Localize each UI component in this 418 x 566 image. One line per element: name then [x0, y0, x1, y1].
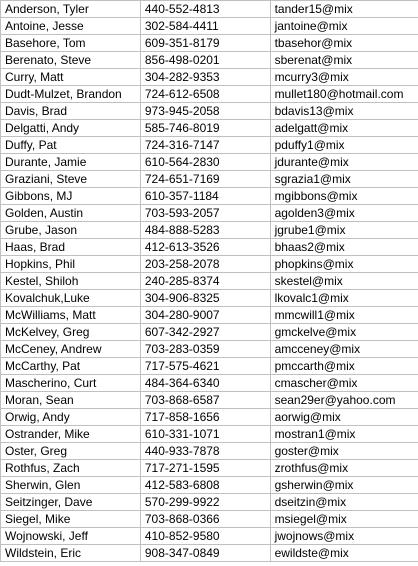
- name-cell[interactable]: Wildstein, Eric: [1, 545, 141, 562]
- phone-cell[interactable]: 410-852-9580: [140, 528, 270, 545]
- name-cell[interactable]: Ostrander, Mike: [1, 426, 141, 443]
- name-cell[interactable]: Hopkins, Phil: [1, 256, 141, 273]
- phone-cell[interactable]: 610-564-2830: [140, 154, 270, 171]
- phone-cell[interactable]: 610-357-1184: [140, 188, 270, 205]
- email-cell[interactable]: gmckelve@mix: [270, 324, 418, 341]
- email-cell[interactable]: aorwig@mix: [270, 409, 418, 426]
- email-cell[interactable]: sberenat@mix: [270, 52, 418, 69]
- table-row: [1, 1, 418, 18]
- table-row: [1, 52, 418, 69]
- phone-cell[interactable]: 609-351-8179: [140, 35, 270, 52]
- name-cell[interactable]: Durante, Jamie: [1, 154, 141, 171]
- table-row: [1, 528, 418, 545]
- phone-cell[interactable]: 484-888-5283: [140, 222, 270, 239]
- email-cell[interactable]: mostran1@mix: [270, 426, 418, 443]
- phone-cell[interactable]: 703-593-2057: [140, 205, 270, 222]
- email-cell[interactable]: ewildste@mix: [270, 545, 418, 562]
- table-row: [1, 171, 418, 188]
- table-row: [1, 409, 418, 426]
- phone-cell[interactable]: 607-342-2927: [140, 324, 270, 341]
- name-cell[interactable]: Sherwin, Glen: [1, 477, 141, 494]
- email-cell[interactable]: mmcwill1@mix: [270, 307, 418, 324]
- name-cell[interactable]: Gibbons, MJ: [1, 188, 141, 205]
- table-row: [1, 307, 418, 324]
- email-cell[interactable]: zrothfus@mix: [270, 460, 418, 477]
- name-cell[interactable]: Antoine, Jesse: [1, 18, 141, 35]
- table-row: [1, 426, 418, 443]
- email-cell[interactable]: mgibbons@mix: [270, 188, 418, 205]
- table-row: [1, 188, 418, 205]
- name-cell[interactable]: Rothfus, Zach: [1, 460, 141, 477]
- phone-cell[interactable]: 570-299-9922: [140, 494, 270, 511]
- table-row: [1, 392, 418, 409]
- name-cell[interactable]: Grube, Jason: [1, 222, 141, 239]
- phone-cell[interactable]: 724-651-7169: [140, 171, 270, 188]
- email-cell[interactable]: mullet180@hotmail.com: [270, 86, 418, 103]
- phone-cell[interactable]: 724-316-7147: [140, 137, 270, 154]
- name-cell[interactable]: Graziani, Steve: [1, 171, 141, 188]
- table-row: [1, 86, 418, 103]
- email-cell[interactable]: phopkins@mix: [270, 256, 418, 273]
- table-row: [1, 494, 418, 511]
- email-cell[interactable]: msiegel@mix: [270, 511, 418, 528]
- email-cell[interactable]: sgrazia1@mix: [270, 171, 418, 188]
- table-row: [1, 205, 418, 222]
- name-cell[interactable]: McCarthy, Pat: [1, 358, 141, 375]
- table-row: [1, 239, 418, 256]
- email-cell[interactable]: cmascher@mix: [270, 375, 418, 392]
- phone-cell[interactable]: 610-331-1071: [140, 426, 270, 443]
- table-row: [1, 290, 418, 307]
- table-row: [1, 120, 418, 137]
- table-row: [1, 358, 418, 375]
- phone-cell[interactable]: 304-906-8325: [140, 290, 270, 307]
- name-cell[interactable]: Dudt-Mulzet, Brandon: [1, 86, 141, 103]
- email-cell[interactable]: amcceney@mix: [270, 341, 418, 358]
- email-cell[interactable]: jdurante@mix: [270, 154, 418, 171]
- phone-cell[interactable]: 412-613-3526: [140, 239, 270, 256]
- table-row: [1, 460, 418, 477]
- table-row: [1, 69, 418, 86]
- name-cell[interactable]: Basehore, Tom: [1, 35, 141, 52]
- name-cell[interactable]: Siegel, Mike: [1, 511, 141, 528]
- table-row: [1, 137, 418, 154]
- email-cell[interactable]: jantoine@mix: [270, 18, 418, 35]
- email-cell[interactable]: gsherwin@mix: [270, 477, 418, 494]
- name-cell[interactable]: Kovalchuk,Luke: [1, 290, 141, 307]
- phone-cell[interactable]: 412-583-6808: [140, 477, 270, 494]
- phone-cell[interactable]: 908-347-0849: [140, 545, 270, 562]
- email-cell[interactable]: agolden3@mix: [270, 205, 418, 222]
- table-row: [1, 256, 418, 273]
- email-cell[interactable]: skestel@mix: [270, 273, 418, 290]
- phone-cell[interactable]: 240-285-8374: [140, 273, 270, 290]
- table-row: [1, 375, 418, 392]
- table-row: [1, 103, 418, 120]
- phone-cell[interactable]: 440-933-7878: [140, 443, 270, 460]
- table-row: [1, 273, 418, 290]
- name-cell[interactable]: Davis, Brad: [1, 103, 141, 120]
- table-row: [1, 222, 418, 239]
- phone-cell[interactable]: 304-280-9007: [140, 307, 270, 324]
- phone-cell[interactable]: 703-868-0366: [140, 511, 270, 528]
- table-row: [1, 443, 418, 460]
- email-cell[interactable]: jwojnows@mix: [270, 528, 418, 545]
- email-cell[interactable]: mcurry3@mix: [270, 69, 418, 86]
- email-cell[interactable]: dseitzin@mix: [270, 494, 418, 511]
- name-cell[interactable]: Mascherino, Curt: [1, 375, 141, 392]
- name-cell[interactable]: McKelvey, Greg: [1, 324, 141, 341]
- name-cell[interactable]: Berenato, Steve: [1, 52, 141, 69]
- name-cell[interactable]: Kestel, Shiloh: [1, 273, 141, 290]
- email-cell[interactable]: bdavis13@mix: [270, 103, 418, 120]
- email-cell[interactable]: adelgatt@mix: [270, 120, 418, 137]
- phone-cell[interactable]: 724-612-6508: [140, 86, 270, 103]
- table-row: [1, 545, 418, 562]
- table-row: [1, 511, 418, 528]
- phone-cell[interactable]: 856-498-0201: [140, 52, 270, 69]
- phone-cell[interactable]: 703-283-0359: [140, 341, 270, 358]
- name-cell[interactable]: Orwig, Andy: [1, 409, 141, 426]
- email-cell[interactable]: bhaas2@mix: [270, 239, 418, 256]
- name-cell[interactable]: Haas, Brad: [1, 239, 141, 256]
- phone-cell[interactable]: 585-746-8019: [140, 120, 270, 137]
- contact-table-body: [1, 1, 418, 562]
- name-cell[interactable]: Moran, Sean: [1, 392, 141, 409]
- email-cell[interactable]: lkovalc1@mix: [270, 290, 418, 307]
- email-cell[interactable]: goster@mix: [270, 443, 418, 460]
- name-cell[interactable]: Seitzinger, Dave: [1, 494, 141, 511]
- name-cell[interactable]: Curry, Matt: [1, 69, 141, 86]
- table-row: [1, 324, 418, 341]
- email-cell[interactable]: tander15@mix: [270, 1, 418, 18]
- phone-cell[interactable]: 203-258-2078: [140, 256, 270, 273]
- table-row: [1, 35, 418, 52]
- email-cell[interactable]: tbasehor@mix: [270, 35, 418, 52]
- name-cell[interactable]: Anderson, Tyler: [1, 1, 141, 18]
- table-row: [1, 477, 418, 494]
- phone-cell[interactable]: 302-584-4411: [140, 18, 270, 35]
- phone-cell[interactable]: 717-575-4621: [140, 358, 270, 375]
- name-cell[interactable]: Wojnowski, Jeff: [1, 528, 141, 545]
- phone-cell[interactable]: 717-271-1595: [140, 460, 270, 477]
- name-cell[interactable]: Golden, Austin: [1, 205, 141, 222]
- email-cell[interactable]: jgrube1@mix: [270, 222, 418, 239]
- name-cell[interactable]: Oster, Greg: [1, 443, 141, 460]
- phone-cell[interactable]: 703-868-6587: [140, 392, 270, 409]
- phone-cell[interactable]: 304-282-9353: [140, 69, 270, 86]
- table-row: [1, 154, 418, 171]
- phone-cell[interactable]: 484-364-6340: [140, 375, 270, 392]
- table-row: [1, 341, 418, 358]
- phone-cell[interactable]: 717-858-1656: [140, 409, 270, 426]
- name-cell[interactable]: Delgatti, Andy: [1, 120, 141, 137]
- phone-cell[interactable]: 973-945-2058: [140, 103, 270, 120]
- name-cell[interactable]: McCeney, Andrew: [1, 341, 141, 358]
- email-cell[interactable]: sean29er@yahoo.com: [270, 392, 418, 409]
- phone-cell[interactable]: 440-552-4813: [140, 1, 270, 18]
- email-cell[interactable]: pduffy1@mix: [270, 137, 418, 154]
- email-cell[interactable]: pmccarth@mix: [270, 358, 418, 375]
- name-cell[interactable]: Duffy, Pat: [1, 137, 141, 154]
- table-row: [1, 18, 418, 35]
- name-cell[interactable]: McWilliams, Matt: [1, 307, 141, 324]
